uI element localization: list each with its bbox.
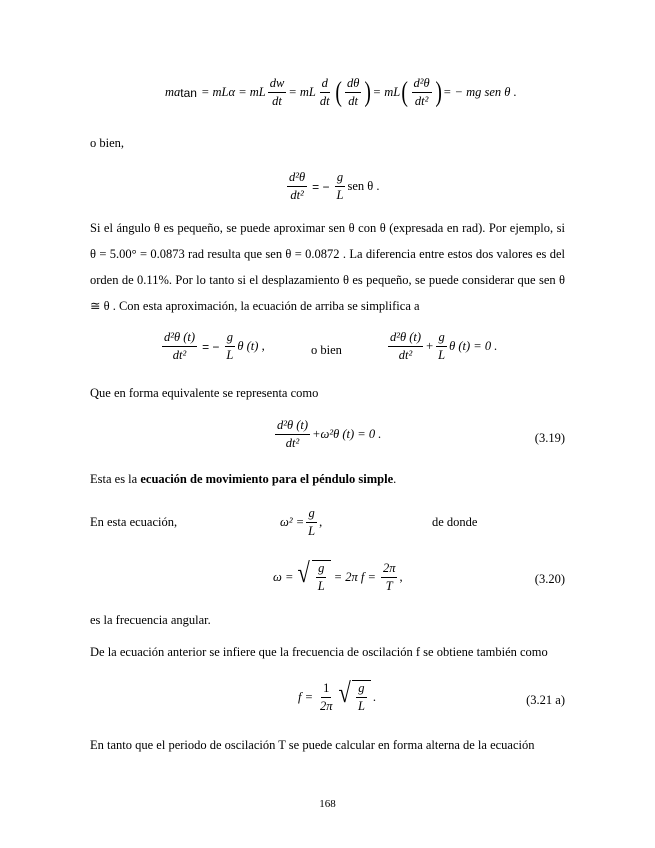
eq-part-4: = − mg sen θ . bbox=[443, 85, 517, 99]
fraction-g-L bbox=[316, 561, 327, 594]
paragraph-small-angle: Si el ángulo θ es pequeño, se puede aproximar sen θ con θ (expresada en rad). Por ejemplo, si θ = 5.00° = 0.0873 rad resulta que sen θ = 0.0872 . La diferencia entre estos dos valores es del orden de 0.11%. Por lo tanto si el desplazamiento θ es pequeño, se puede considerar que sen θ ≅ θ . Con esta aproximación, la ecuación de arriba se simplifica a bbox=[90, 221, 565, 313]
equation-number-3-20: (3.20) bbox=[534, 572, 565, 586]
fraction-denominator: dt bbox=[272, 94, 282, 108]
equation-pendulum-exact bbox=[285, 170, 379, 203]
radical-sign: √ bbox=[297, 558, 311, 589]
fraction-numerator: g bbox=[306, 506, 316, 523]
fraction-dtheta-dt bbox=[345, 76, 361, 109]
sqrt-g-L bbox=[337, 680, 371, 714]
equation-omega-squared bbox=[280, 506, 322, 539]
fraction-numerator: g bbox=[436, 330, 446, 347]
right-paren: ) bbox=[435, 76, 442, 108]
fraction-denominator: dt² bbox=[414, 94, 429, 108]
text-en-tanto: En tanto que el periodo de oscilación T se puede calcular en forma alterna de la ecuación bbox=[90, 738, 535, 752]
fraction-denominator: T bbox=[385, 578, 393, 593]
fraction-denominator: L bbox=[357, 699, 365, 713]
eq-tail: sen θ . bbox=[347, 179, 380, 193]
page-number: 168 bbox=[319, 798, 336, 810]
radical-sign: √ bbox=[338, 678, 351, 709]
equation-linearized bbox=[160, 330, 265, 363]
fraction-numerator: dw bbox=[268, 76, 287, 93]
fraction-numerator: g bbox=[316, 561, 326, 578]
eq-part-2: = mL bbox=[288, 85, 316, 99]
fraction-d2theta-dt2 bbox=[412, 76, 432, 109]
fraction-denominator: dt bbox=[348, 94, 358, 108]
fraction-numerator: d²θ (t) bbox=[162, 330, 197, 347]
eq-tail: , bbox=[319, 515, 323, 529]
text-o-bien: o bien, bbox=[90, 136, 125, 150]
text-equivalente: Que en forma equivalente se representa como bbox=[90, 386, 319, 400]
eq-part-3: = mL bbox=[372, 85, 401, 99]
fraction-denominator: L bbox=[438, 348, 446, 362]
eq-tail: , bbox=[399, 569, 403, 584]
fraction-denominator: dt² bbox=[285, 436, 300, 450]
fraction-numerator: d²θ bbox=[287, 170, 307, 187]
fraction-denominator: dt² bbox=[398, 348, 413, 362]
equation-linearized-alt bbox=[386, 330, 497, 363]
equation-number-3-21a: (3.21 a) bbox=[526, 693, 565, 707]
eq-tail: . bbox=[372, 689, 377, 704]
eq-mid: = 2π f = bbox=[333, 569, 376, 584]
fraction-g-L bbox=[306, 506, 317, 539]
fraction-g-L bbox=[436, 330, 447, 363]
fraction-denominator: dt bbox=[319, 94, 330, 108]
fraction-denominator: L bbox=[336, 188, 344, 202]
fraction-denominator: dt² bbox=[172, 348, 187, 362]
left-paren: ( bbox=[335, 76, 342, 108]
fraction-numerator: 2π bbox=[381, 561, 398, 578]
fraction-d2theta-t bbox=[275, 418, 310, 451]
fraction-1-2pi bbox=[318, 681, 335, 714]
fraction-d2theta-dt2 bbox=[287, 170, 307, 203]
fraction-2pi-T bbox=[381, 561, 398, 594]
text-en-esta: En esta ecuación, bbox=[90, 515, 178, 529]
fraction-denominator: dt² bbox=[290, 188, 304, 202]
text-de-donde: de donde bbox=[432, 515, 478, 529]
sqrt-g-L bbox=[296, 560, 330, 594]
fraction-numerator: d²θ (t) bbox=[388, 330, 423, 347]
fraction-dw-dt bbox=[268, 76, 287, 109]
text-de-la-ecuacion: De la ecuación anterior se infiere que la frecuencia de oscilación f se obtiene también como bbox=[90, 645, 548, 659]
eq-equals: = − bbox=[312, 179, 330, 194]
eq-lhs: ω² = bbox=[280, 515, 305, 529]
fraction-denominator: 2π bbox=[320, 698, 333, 713]
fraction-numerator: g bbox=[335, 170, 345, 187]
fraction-numerator: d²θ (t) bbox=[275, 418, 310, 435]
text-movimiento-pre: Esta es la bbox=[90, 472, 141, 486]
eq-lhs: f = bbox=[298, 689, 314, 704]
left-paren: ( bbox=[401, 76, 409, 108]
equation-number-3-19: (3.19) bbox=[534, 431, 565, 445]
equation-tangential-force: ma tan = mLα = mL $\frac{dw}{dt}$ = mL $\frac{d}{dt}$ ( $\frac{d\theta}{dt}$ ) = mL ( $\frac{\text{d²θ}}{\text{dt²}}$ ) = − mg sen θ . bbox=[165, 76, 517, 108]
equation-3-21a bbox=[298, 680, 376, 714]
eq-equals: = − bbox=[202, 339, 220, 354]
fraction-numerator: g bbox=[356, 681, 366, 698]
right-paren: ) bbox=[364, 76, 372, 108]
fraction-numerator: d²θ bbox=[412, 76, 432, 93]
fraction-d-dt bbox=[318, 76, 332, 109]
fraction-denominator: L bbox=[226, 348, 234, 362]
fraction-denominator: L bbox=[317, 579, 325, 593]
fraction-g-L bbox=[224, 330, 235, 363]
eq-part-1: = mLα = mL bbox=[200, 85, 266, 99]
text-o-bien-2: o bien bbox=[311, 343, 342, 357]
fraction-numerator: g bbox=[225, 330, 235, 347]
fraction-numerator: 1 bbox=[321, 681, 331, 698]
text-movimiento-bold: ecuación de movimiento para el péndulo simple bbox=[140, 472, 394, 486]
equation-3-20 bbox=[273, 560, 403, 594]
eq-lhs: ω = bbox=[273, 569, 294, 584]
fraction-numerator: d bbox=[320, 76, 330, 93]
eq-tail: θ (t) , bbox=[237, 339, 265, 353]
text-movimiento bbox=[90, 472, 396, 487]
eq-plus: + bbox=[426, 339, 434, 353]
fraction-d2theta-t bbox=[162, 330, 197, 363]
fraction-denominator: L bbox=[308, 524, 316, 538]
fraction-g-L bbox=[356, 681, 367, 714]
text-movimiento-post: . bbox=[393, 472, 397, 486]
eq-tail: θ (t) = 0 . bbox=[449, 339, 498, 353]
text-frecuencia-angular: es la frecuencia angular. bbox=[90, 613, 211, 627]
fraction-d2theta-t bbox=[388, 330, 423, 363]
eq-lhs: ma bbox=[165, 85, 181, 99]
fraction-numerator: dθ bbox=[345, 76, 361, 93]
fraction-g-L bbox=[335, 170, 346, 203]
equation-3-19 bbox=[273, 418, 381, 451]
eq-tail: +ω²θ (t) = 0 . bbox=[312, 427, 382, 441]
